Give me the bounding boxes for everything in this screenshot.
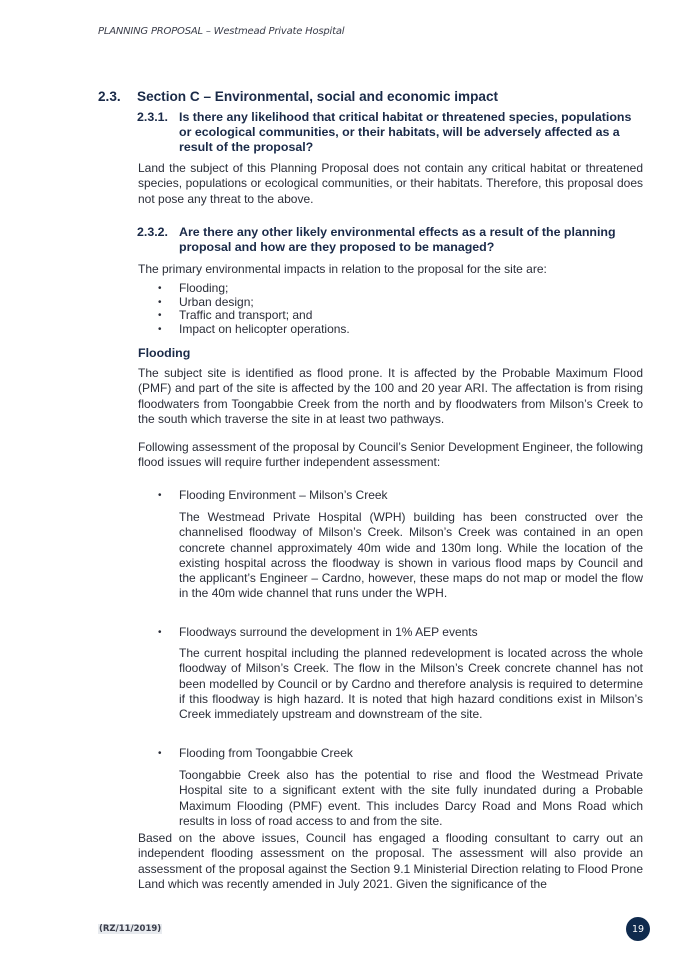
bullet-icon: • [158,627,162,638]
question-heading-2 [137,225,645,255]
flooding-paragraph-1: The subject site is identified as flood prone. It is affected by the Probable Maximum Flood (PMF) and part of the site is affected by the 100 and 20 year ARI. The affectation is from rising floodwaters from Toongabbie Creek from the north and by floodwaters from Milson’s Creek to the south which traverse the site in at least two pathways. [138,366,643,426]
document-reference: (RZ/11/2019) [99,924,162,934]
page-header: PLANNING PROPOSAL – Westmead Private Hospital [98,26,345,37]
list-item: • Urban design; [138,296,350,310]
list-item: • Traffic and transport; and [138,309,350,323]
bullet-icon: • [158,296,162,308]
question-title: Is there any likelihood that critical habitat or threatened species, populations or ecological communities, or their habitats, will be adversely affected as a result of the proposal? [179,110,632,154]
flood-issue-3-title: • Flooding from Toongabbie Creek [138,746,353,761]
section-title: Section C – Environmental, social and economic impact [137,89,499,104]
impacts-intro: The primary environmental impacts in relation to the proposal for the site are: [138,262,547,276]
page-number-badge: 19 [626,917,650,941]
list-item: • Impact on helicopter operations. [138,323,350,337]
bullet-icon: • [158,490,162,501]
question-title: Are there any other likely environmental effects as a result of the planning proposal and how are they proposed to be managed? [179,225,616,254]
section-heading [98,89,498,104]
bullet-icon: • [158,748,162,759]
question-number: 2.3.2. [137,225,169,239]
answer-paragraph: Land the subject of this Planning Proposal does not contain any critical habitat or threatened species, populations or ecological communities, or their habitats. Therefore, this proposal does not pose any threat to the above. [138,161,643,206]
conclusion-paragraph: Based on the above issues, Council has engaged a flooding consultant to carry out an independent flooding assessment on the proposal. The assessment will also provide an assessment of the proposal against the Section 9.1 Ministerial Direction relating to Flood Prone Land which was recently amended in July 2021. Given the significance of the [138,831,643,891]
question-number: 2.3.1. [137,110,169,124]
question-heading-1 [137,110,645,155]
impacts-list [138,282,350,336]
bullet-icon: • [158,283,162,294]
list-item: • Flooding; [138,282,350,296]
bullet-icon: • [158,310,162,321]
flood-issue-1-body: The Westmead Private Hospital (WPH) building has been constructed over the channelised floodway of Milson’s Creek. Milson’s Creek was contained in an open concrete channel approximately 40m wide and 130m long. While the location of the existing hospital across the floodway is shown in various flood maps by Council and the applicant’s Engineer – Cardno, however, these maps do not map or model the flow in the 40m wide channel that runs under the WPH. [179,510,643,601]
flood-issue-3-body: Toongabbie Creek also has the potential to rise and flood the Westmead Private Hospital site to a significant extent with the site fully inundated during a Probable Maximum Flooding (PMF) event. This includes Darcy Road and Mons Road which results in loss of road access to and from the site. [179,768,643,828]
flood-issue-2-body: The current hospital including the planned redevelopment is located across the whole floodway of Milson’s Creek. The flow in the Milson’s Creek concrete channel has not been modelled by Council or by Cardno and therefore analysis is required to determine if this floodway is high hazard. It is noted that high hazard conditions exist in Milson’s Creek immediately upstream and downstream of the site. [179,646,643,722]
flood-issue-1-title: • Flooding Environment – Milson’s Creek [138,488,388,503]
flooding-heading: Flooding [138,346,191,360]
bullet-icon: • [158,323,162,335]
section-number: 2.3. [98,89,121,104]
flooding-paragraph-2: Following assessment of the proposal by Council’s Senior Development Engineer, the following flood issues will require further independent assessment: [138,440,643,470]
flood-issue-2-title: • Floodways surround the development in 1% AEP events [138,625,478,640]
